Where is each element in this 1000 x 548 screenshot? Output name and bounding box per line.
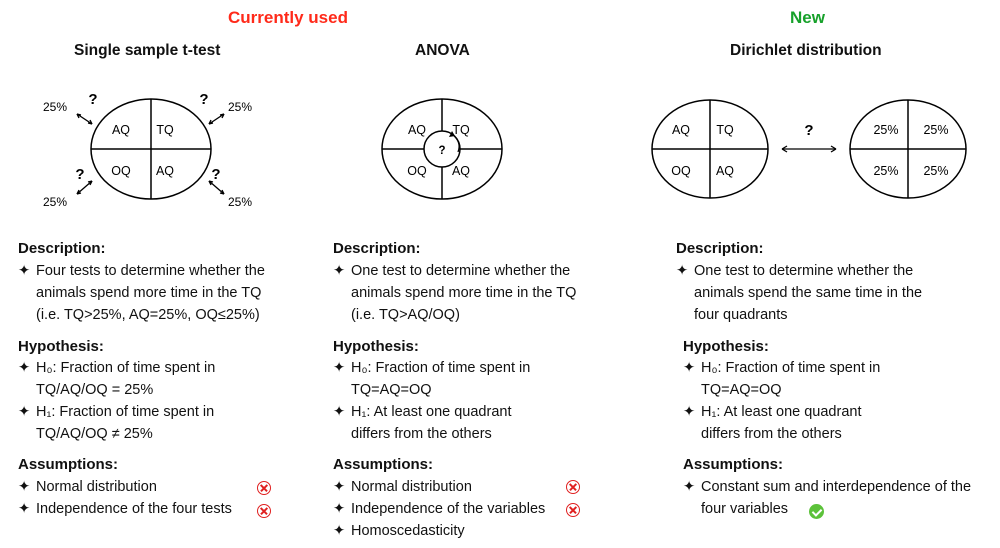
dirichlet-diagram	[640, 90, 990, 215]
quadrant-label: TQ	[716, 123, 734, 137]
hypothesis-h1: ✦ H₁: Fraction of time spent in	[18, 402, 214, 423]
quadrant-label: AQ	[671, 123, 691, 137]
assumptions-heading: Assumptions:	[683, 456, 784, 473]
center-question-mark: ?	[438, 145, 446, 157]
t-test-diagram	[0, 80, 300, 230]
assumptions-heading: Assumptions:	[18, 456, 119, 473]
quadrant-label: 25%	[923, 123, 949, 137]
hypothesis-h0-cont: TQ=AQ=OQ	[701, 382, 782, 398]
assumption-item: ✦ Independence of the variables	[333, 499, 545, 520]
anova-diagram	[340, 80, 560, 230]
pass-icon	[809, 504, 824, 519]
hypothesis-h0: ✦ H₀: Fraction of time spent in	[18, 358, 215, 379]
column-title-t-test: Single sample t-test	[74, 42, 221, 59]
assumption-item: ✦ Constant sum and interdependence of the	[683, 477, 971, 498]
hypothesis-h0: ✦ H₀: Fraction of time spent in	[333, 358, 530, 379]
question-mark: ?	[199, 91, 209, 108]
question-mark: ?	[75, 166, 85, 183]
fail-icon	[566, 480, 580, 494]
description-line: (i.e. TQ>25%, AQ=25%, OQ≤25%)	[36, 307, 260, 323]
bullet-icon: ✦	[18, 263, 31, 279]
bullet-icon: ✦	[683, 479, 696, 495]
quadrant-label: AQ	[715, 164, 735, 178]
quadrant-label: OQ	[671, 164, 691, 178]
quadrant-label: AQ	[451, 164, 471, 178]
header-currently-used: Currently used	[228, 8, 348, 27]
hypothesis-heading: Hypothesis:	[18, 338, 104, 355]
middle-question-mark: ?	[804, 122, 814, 139]
quadrant-label: OQ	[111, 164, 131, 178]
quadrant-label: 25%	[873, 123, 899, 137]
quadrant-label: AQ	[155, 164, 175, 178]
bullet-icon: ✦	[18, 479, 31, 495]
bullet-icon: ✦	[333, 479, 346, 495]
question-mark: ?	[211, 166, 221, 183]
hypothesis-h1-cont: differs from the others	[701, 426, 842, 442]
description-heading: Description:	[333, 240, 421, 257]
fail-icon	[257, 481, 271, 495]
bullet-icon: ✦	[333, 404, 346, 420]
quadrant-label: 25%	[873, 164, 899, 178]
hypothesis-h0-cont: TQ/AQ/OQ = 25%	[36, 382, 154, 398]
assumptions-heading: Assumptions:	[333, 456, 434, 473]
description-line: ✦ One test to determine whether the	[676, 261, 913, 282]
quadrant-label: OQ	[407, 164, 427, 178]
hypothesis-h1-cont: TQ/AQ/OQ ≠ 25%	[36, 426, 153, 442]
quadrant-label: 25%	[923, 164, 949, 178]
description-line: animals spend more time in the TQ	[36, 285, 262, 301]
description-line: ✦ One test to determine whether the	[333, 261, 570, 282]
bullet-icon: ✦	[683, 360, 696, 376]
hypothesis-heading: Hypothesis:	[333, 338, 419, 355]
description-line: animals spend the same time in the	[694, 285, 923, 301]
bullet-icon: ✦	[18, 404, 31, 420]
hypothesis-heading: Hypothesis:	[683, 338, 769, 355]
hypothesis-h1-cont: differs from the others	[351, 426, 492, 442]
hypothesis-h0-cont: TQ=AQ=OQ	[351, 382, 432, 398]
corner-label: 25%	[42, 195, 68, 209]
hypothesis-h1: ✦ H₁: At least one quadrant	[333, 402, 511, 423]
quadrant-label: AQ	[111, 123, 131, 137]
description-heading: Description:	[676, 240, 764, 257]
bullet-icon: ✦	[333, 360, 346, 376]
assumption-item: ✦ Homoscedasticity	[333, 521, 465, 542]
bullet-icon: ✦	[333, 501, 346, 517]
question-mark: ?	[88, 91, 98, 108]
bullet-icon: ✦	[333, 263, 346, 279]
bullet-icon: ✦	[683, 404, 696, 420]
bullet-icon: ✦	[333, 523, 346, 539]
corner-label: 25%	[227, 100, 253, 114]
double-arrow-icon	[782, 146, 836, 152]
assumption-item-cont: four variables	[701, 501, 789, 517]
description-line: (i.e. TQ>AQ/OQ)	[351, 307, 460, 323]
fail-icon	[566, 503, 580, 517]
fail-icon	[257, 504, 271, 518]
hypothesis-h0: ✦ H₀: Fraction of time spent in	[683, 358, 880, 379]
description-line: four quadrants	[694, 307, 788, 323]
description-line: animals spend more time in the TQ	[351, 285, 577, 301]
quadrant-label: TQ	[452, 123, 470, 137]
bullet-icon: ✦	[18, 360, 31, 376]
assumption-item: ✦ Normal distribution	[333, 477, 472, 498]
hypothesis-h1: ✦ H₁: At least one quadrant	[683, 402, 861, 423]
description-heading: Description:	[18, 240, 106, 257]
bullet-icon: ✦	[18, 501, 31, 517]
description-line: ✦ Four tests to determine whether the	[18, 261, 265, 282]
bullet-icon: ✦	[676, 263, 689, 279]
column-title-dirichlet: Dirichlet distribution	[730, 42, 882, 59]
quadrant-label: AQ	[407, 123, 427, 137]
column-title-anova: ANOVA	[415, 42, 470, 59]
assumption-item: ✦ Normal distribution	[18, 477, 157, 498]
quadrant-label: TQ	[156, 123, 174, 137]
corner-label: 25%	[227, 195, 253, 209]
corner-label: 25%	[42, 100, 68, 114]
assumption-item: ✦ Independence of the four tests	[18, 499, 232, 520]
header-new: New	[790, 8, 825, 27]
